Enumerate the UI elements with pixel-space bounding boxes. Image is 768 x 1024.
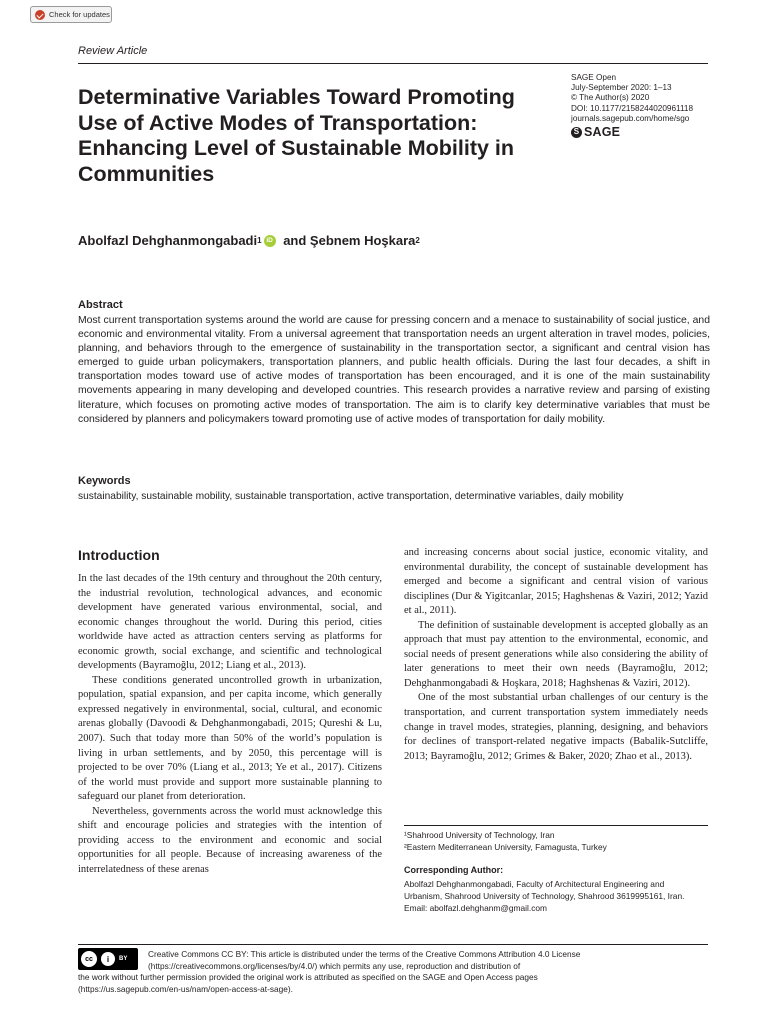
journal-name: SAGE Open [571,73,617,82]
body-column-left [78,572,382,877]
license-link[interactable]: (https://us.sagepub.com/en-us/nam/open-access-at-sage). [78,983,293,994]
corresponding-author-heading: Corresponding Author: [404,865,504,875]
license-link[interactable]: (https://creativecommons.org/licenses/by/4.0/) which permits any use, reproduction and distribution of [148,960,521,971]
journal-url[interactable]: journals.sagepub.com/home/sgo [571,113,690,123]
license-line: Creative Commons CC BY: This article is distributed under the terms of the Creative Commons Attribution 4.0 License [148,949,581,959]
abstract-heading: Abstract [78,299,123,311]
corresponding-author-address: Abolfazl Dehghanmongabadi, Faculty of Architectural Engineering and Urbanism, Shahrood University of Technology, Shahrood 3619995161, Iran. [404,879,685,901]
corresponding-author-details [404,878,704,914]
author-list [78,233,420,248]
by-person-icon: i [101,952,115,966]
license-text [78,949,718,995]
paragraph: and increasing concerns about social justice, economic vitality, and environmental durability, the concept of sustainable development has emerged and become a significant and central vision of various disciplines (Dur & Yigitcanlar, 2015; Haghshenas & Vaziri, 2012; Yazid et al., 2011). [404,547,708,617]
cc-icon: cc [81,951,97,967]
keywords-text: sustainability, sustainable mobility, sustainable transportation, active transportation, determinative variables, daily mobility [78,491,624,502]
license-line: the work without further permission provided the original work is attributed as specified on the SAGE and Open Access pages [78,972,538,983]
orcid-icon[interactable]: iD [264,235,276,247]
sage-logo-text: SAGE [584,125,621,140]
keywords-heading: Keywords [78,475,131,487]
sage-logo [571,127,693,138]
affiliation: ²Eastern Mediterranean University, Famagusta, Turkey [404,841,607,852]
journal-copyright: © The Author(s) 2020 [571,93,650,103]
sage-logo-icon: S [571,127,582,138]
journal-issue: July-September 2020: 1–13 [571,83,672,93]
check-updates-label: Check for updates [49,10,110,19]
introduction-heading: Introduction [78,547,160,563]
affiliations [404,830,607,853]
author-name: Şebnem Hoşkara [309,233,416,248]
journal-doi[interactable]: DOI: 10.1177/2158244020961118 [571,103,694,113]
check-updates-icon [35,10,45,20]
affiliation: ¹Shahrood University of Technology, Iran [404,830,555,840]
paragraph: These conditions generated uncontrolled growth in urbanization, population, spatial expansion, and per capita income, which generally expressed negatively in environmental, social, cultural, and economic arenas globally (Davoodi & Dehghanmongabadi, 2015; Qureshi & Lu, 2007). Such that today more than 50% of the world’s population is living in urban settlements, and by 2050, this percentage will is projected to be over 70% (Liang et al., 2013; Ye et al., 2017). Citizens of the world must provide and support more sustainable planning to safeguard our planet from deterioration. [78,674,382,803]
footnote-rule [404,825,708,826]
article-type: Review Article [78,45,148,57]
paragraph: In the last decades of the 19th century and throughout the 20th century, the industrial revolution, technological advances, and economic development have generated various environmental, social, and economic changes throughout the world. During this period, cities worldwide have acted as attraction centers serving as platforms for economic growth, social exchange, and scientific and technological developments (Bayramoğlu, 2012; Liang et al., 2013). [78,573,382,672]
check-for-updates-button[interactable] [30,6,112,23]
article-title: Determinative Variables Toward Promoting Use of Active Modes of Transportation: Enhancing Level of Sustainable Mobility in Communities [78,85,515,186]
corresponding-author-email[interactable]: Email: abolfazl.dehghanm@gmail.com [404,903,548,913]
journal-info [571,73,693,138]
abstract-text: Most current transportation systems around the world are cause for pressing concern and a menace to sustainability of social justice, and economic and environmental vitality. From a universal agreement that transportation needs an urgent alteration in travel modes, policies, planning, and behaviors through to the emergence of sustainability in the transportation sector, a significant and central vision has emerged to guide urban policymakers, transportation planners, and public health officials. During the last four decades, a shift in transportation modes toward use of active modes of transportation has been encouraged, and it is one of the main sustainability movements appearing in many developing and developed countries. This research provides a narrative review and parsing of existing literature, which focuses on promoting active modes of transportation. The aim is to clarify key determinative variables that must be considered by planners and policymakers toward promoting use of active modes of transportation for daily mobility. [78,315,710,425]
paragraph: Nevertheless, governments across the world must acknowledge this shift and encourage policies and strategies with the intention of providing access to the environment and economic and social opportunities for all people. Because of increasing awareness of the interrelatedness of these arenas [78,805,382,875]
author-conjunction: and [279,233,310,248]
affiliation-marker: 1 [257,236,262,245]
affiliation-marker: 2 [415,236,420,245]
paragraph: The definition of sustainable development is accepted globally as an approach that must pay attention to the environmental, economic, and social needs of present generations while also considering the ability of later generations to meet their own needs (Bayramoğlu, 2012; Dehghanmongabadi & Hoşkara, 2018; Haghshenas & Vaziri, 2012). [404,619,708,689]
paragraph: One of the most substantial urban challenges of our century is the transportation, and current transportation system immediately needs change in travel modes, strategies, planning, designing, and behaviors for declines of transport-related negative impacts (Babalik-Sutcliffe, 2013; Bayramoğlu, 2012; Grimes & Baker, 2020; Zhao et al., 2013). [404,692,708,762]
body-column-right [404,546,708,764]
author-name: Abolfazl Dehghanmongabadi [78,233,258,248]
license-rule [78,944,708,945]
header-rule [78,63,708,64]
by-label: BY [119,956,128,962]
